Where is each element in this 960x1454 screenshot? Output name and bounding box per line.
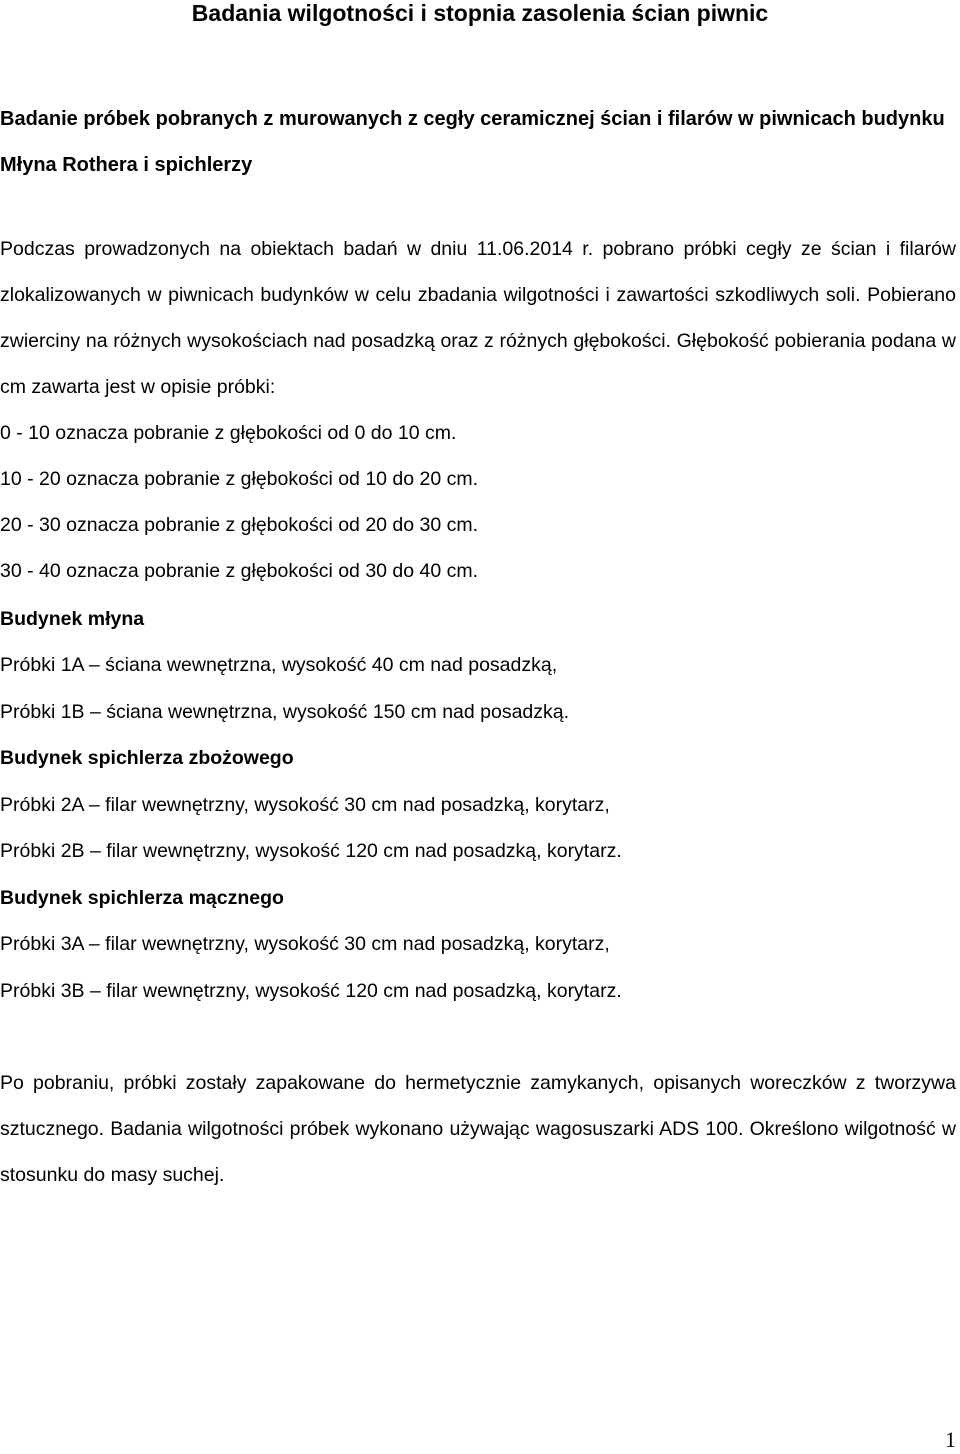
depth-line-3: 20 - 30 oznacza pobranie z głębokości od 20 do 30 cm.	[0, 514, 479, 536]
section-heading-mill: Budynek młyna	[0, 608, 145, 630]
depth-line-1: 0 - 10 oznacza pobranie z głębokości od 0 do 10 cm.	[0, 422, 457, 444]
document-title: Badania wilgotności i stopnia zasolenia ścian piwnic	[191, 0, 769, 26]
section-heading-grain-granary: Budynek spichlerza zbożowego	[0, 747, 294, 769]
sample-line-2a: Próbki 2A – filar wewnętrzny, wysokość 30 cm nad posadzką, korytarz,	[0, 794, 610, 816]
depth-line-2: 10 - 20 oznacza pobranie z głębokości od 10 do 20 cm.	[0, 468, 479, 490]
document-subtitle: Badanie próbek pobranych z murowanych z cegły ceramicznej ścian i filarów w piwnicach budynku Młyna Rothera i spichlerzy	[0, 108, 945, 176]
section-heading-flour-granary: Budynek spichlerza mącznego	[0, 887, 284, 909]
sample-line-3b: Próbki 3B – filar wewnętrzny, wysokość 120 cm nad posadzką, korytarz.	[0, 980, 622, 1002]
sample-line-2b: Próbki 2B – filar wewnętrzny, wysokość 120 cm nad posadzką, korytarz.	[0, 840, 622, 862]
intro-paragraph: Podczas prowadzonych na obiektach badań w dniu 11.06.2014 r. pobrano próbki cegły ze ścian i filarów zlokalizowanych w piwnicach budynków w celu zbadania wilgotności i zawartości szkodliwych soli. Pobierano zwierciny na różnych wysokościach nad posadzką oraz z różnych głębokości. Głębokość pobierania podana w cm zawarta jest w opisie próbki:	[0, 238, 956, 398]
sample-line-3a: Próbki 3A – filar wewnętrzny, wysokość 30 cm nad posadzką, korytarz,	[0, 933, 610, 955]
sample-line-1b: Próbki 1B – ściana wewnętrzna, wysokość 150 cm nad posadzką.	[0, 701, 570, 723]
sample-line-1a: Próbki 1A – ściana wewnętrzna, wysokość 40 cm nad posadzką,	[0, 654, 558, 676]
page-number: 1	[945, 1427, 956, 1452]
depth-line-4: 30 - 40 oznacza pobranie z głębokości od 30 do 40 cm.	[0, 560, 479, 582]
closing-paragraph: Po pobraniu, próbki zostały zapakowane do hermetycznie zamykanych, opisanych woreczków z tworzywa sztucznego. Badania wilgotności próbek wykonano używając wagosuszarki ADS 100. Określono wilgotność w stosunku do masy suchej.	[0, 1072, 956, 1186]
